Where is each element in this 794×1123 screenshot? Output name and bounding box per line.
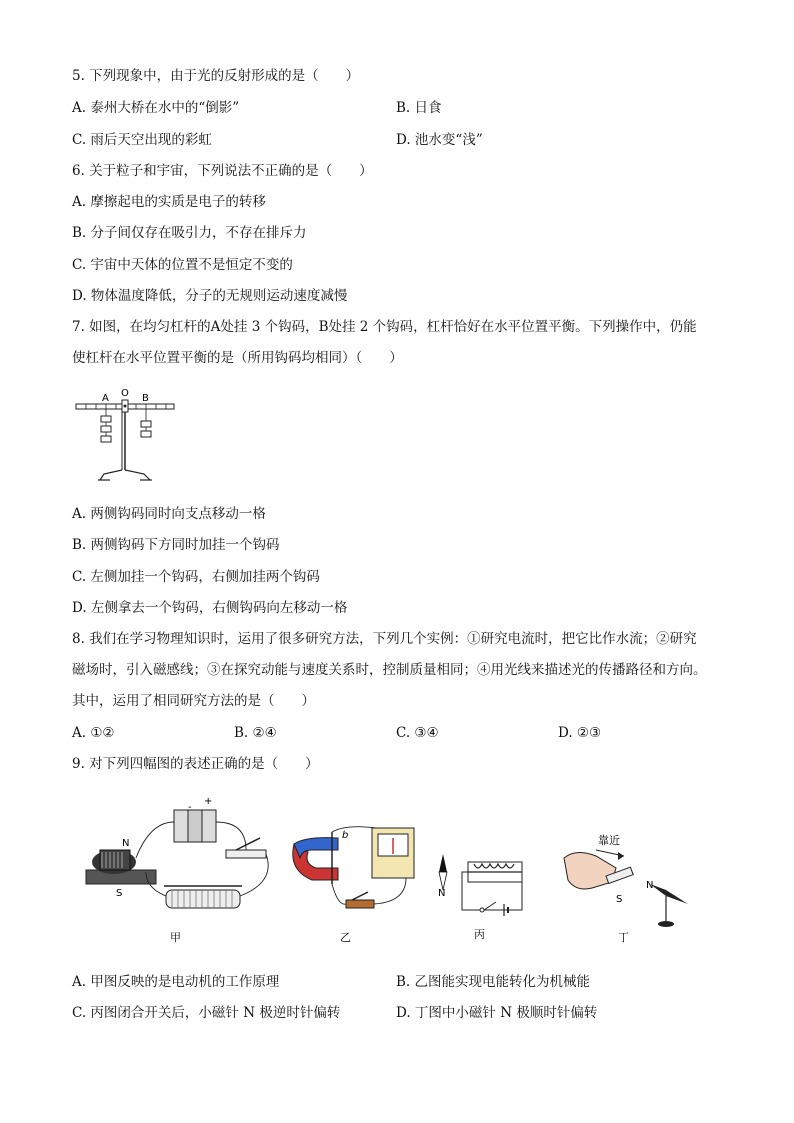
q7-stem-line2: 使杠杆在水平位置平衡的是（所用钩码均相同）（ ） <box>72 350 403 366</box>
caption-jia: 甲 <box>170 931 181 944</box>
bing-label-n: N <box>438 888 446 899</box>
q6-option-a: A. 摩擦起电的实质是电子的转移 <box>72 194 266 210</box>
q9-option-d: D. 丁图中小磁针 N 极顺时针偏转 <box>396 1005 598 1021</box>
jia-label-n: N <box>122 838 130 849</box>
q5-stem: 5. 下列现象中，由于光的反射形成的是（ ） <box>72 68 360 84</box>
q8-option-d: D. ②③ <box>558 725 602 741</box>
q9-option-b: B. 乙图能实现电能转化为机械能 <box>396 974 591 990</box>
caption-ding: 丁 <box>618 931 629 944</box>
q7-option-d: D. 左侧拿去一个钩码，右侧钩码向左移动一格 <box>72 600 348 616</box>
ding-label-n: N <box>646 880 654 891</box>
caption-yi: 乙 <box>340 931 351 944</box>
four-figures <box>76 792 716 952</box>
q9-stem: 9. 对下列四幅图的表述正确的是（ ） <box>72 756 319 772</box>
q6-stem: 6. 关于粒子和宇宙，下列说法不正确的是（ ） <box>72 163 373 179</box>
lever-figure <box>70 386 182 488</box>
jia-label-minus: - <box>188 802 192 813</box>
lever-label-a: A <box>102 393 109 404</box>
q8-option-c: C. ③④ <box>396 725 439 741</box>
lever-label-b: B <box>142 393 149 404</box>
q7-stem-line1: 7. 如图，在均匀杠杆的A处挂 3 个钩码，B处挂 2 个钩码，杠杆恰好在水平位置平衡。下列操作中，仍能 <box>72 319 697 335</box>
caption-bing: 丙 <box>474 928 485 941</box>
q8-stem-line3: 其中，运用了相同研究方法的是（ ） <box>72 693 315 709</box>
q9-option-a: A. 甲图反映的是电动机的工作原理 <box>72 974 280 990</box>
figure-yi <box>293 827 414 908</box>
q5-option-b: B. 日食 <box>396 100 442 116</box>
q8-stem-line1: 8. 我们在学习物理知识时，运用了很多研究方法，下列几个实例：①研究电流时，把它比作水流；②研究 <box>72 631 697 647</box>
q7-option-b: B. 两侧钩码下方同时加挂一个钩码 <box>72 537 280 553</box>
lever-label-o: O <box>121 388 129 399</box>
q8-option-a: A. ①② <box>72 725 115 741</box>
q5-option-c: C. 雨后天空出现的彩虹 <box>72 132 212 148</box>
q8-option-b: B. ②④ <box>234 725 277 741</box>
q5-option-d: D. 池水变“浅” <box>396 132 483 148</box>
q5-option-a: A. 泰州大桥在水中的“倒影” <box>72 100 240 116</box>
q6-option-d: D. 物体温度降低，分子的无规则运动速度减慢 <box>72 288 348 304</box>
figure-jia <box>86 796 268 908</box>
figure-bing <box>438 854 522 916</box>
q6-option-c: C. 宇宙中天体的位置不是恒定不变的 <box>72 257 293 273</box>
jia-label-s: S <box>116 888 123 899</box>
q7-option-c: C. 左侧加挂一个钩码，右侧加挂两个钩码 <box>72 569 320 585</box>
figure-ding <box>564 833 688 927</box>
q9-option-c: C. 丙图闭合开关后，小磁针 N 极逆时针偏转 <box>72 1005 341 1021</box>
q6-option-b: B. 分子间仅存在吸引力，不存在排斥力 <box>72 225 307 241</box>
yi-label-b: b <box>342 830 349 841</box>
q7-option-a: A. 两侧钩码同时向支点移动一格 <box>72 506 266 522</box>
ding-label-s: S <box>616 894 623 905</box>
q8-stem-line2: 磁场时，引入磁感线；③在探究动能与速度关系时，控制质量相同；④用光线来描述光的传播路径和方向。 <box>72 662 707 678</box>
ding-label-near: 靠近 <box>598 834 620 847</box>
jia-label-plus: + <box>204 796 213 807</box>
